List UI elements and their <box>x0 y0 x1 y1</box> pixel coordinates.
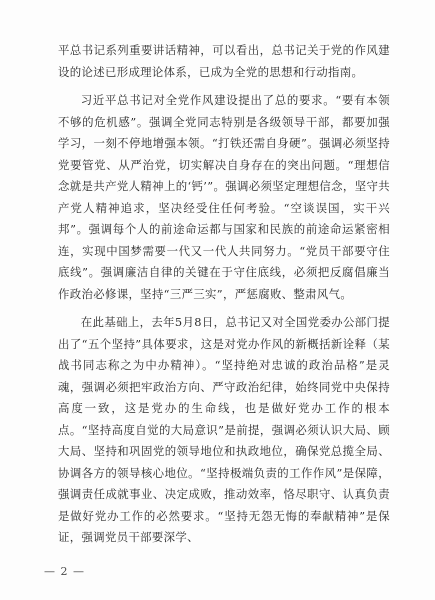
paragraph-1: 平总书记系列重要讲话精神，可以看出，总书记关于党的作风建设的论述已形成理论体系，已成为全党的思想和行动指南。 <box>58 43 390 79</box>
paragraph-2: 习近平总书记对全党作风建设提出了总的要求。“要有本领不够的危机感”。强调全党同志特别是各级领导干部，都要加强学习，一刻不停地增强本领。“打铁还需自身硬”。强调必须坚持党要管党、从严治党，切实解决自身存在的突出问题。“理想信念就是共产党人精神上的‘钙’”。强调必须坚定理想信念，坚守共产党人精神追求，坚决经受住任何考验。“空谈误国，实干兴邦”。强调每个人的前途命运都与国家和民族的前途命运紧密相连，实现中国梦需要一代又一代人共同努力。“党员干部要守住底线”。强调廉洁自律的关键在于守住底线，必须把反腐倡廉当作政治必修课，坚持“三严三实”，严惩腐败、整肃风气。 <box>58 93 390 301</box>
page-number: — 2 — <box>44 565 85 578</box>
paragraph-3: 在此基础上，去年5月8日，总书记又对全国党委办公部门提出了“五个坚持”具体要求，这是对党办作风的新概括新诠释（某战书同志称之为中办精神）。“坚持绝对忠诚的政治品格”是灵魂，强调必须把牢政治方向、严守政治纪律，始终同党中央保持高度一致，这是党办的生命线，也是做好党办工作的根本点。“坚持高度自觉的大局意识”是前提，强调必须认识大局、顾大局、坚持和巩固党的领导地位和执政地位，确保党总揽全局、协调各方的领导核心地位。“坚持极端负责的工作作风”是保障，强调责任成就事业、决定成败，推动效率，恪尽职守、认真负责是做好党办工作的必然要求。“坚持无怨无悔的奉献精神”是保证，强调党员干部要深学、 <box>58 315 390 544</box>
body-text <box>58 40 390 549</box>
